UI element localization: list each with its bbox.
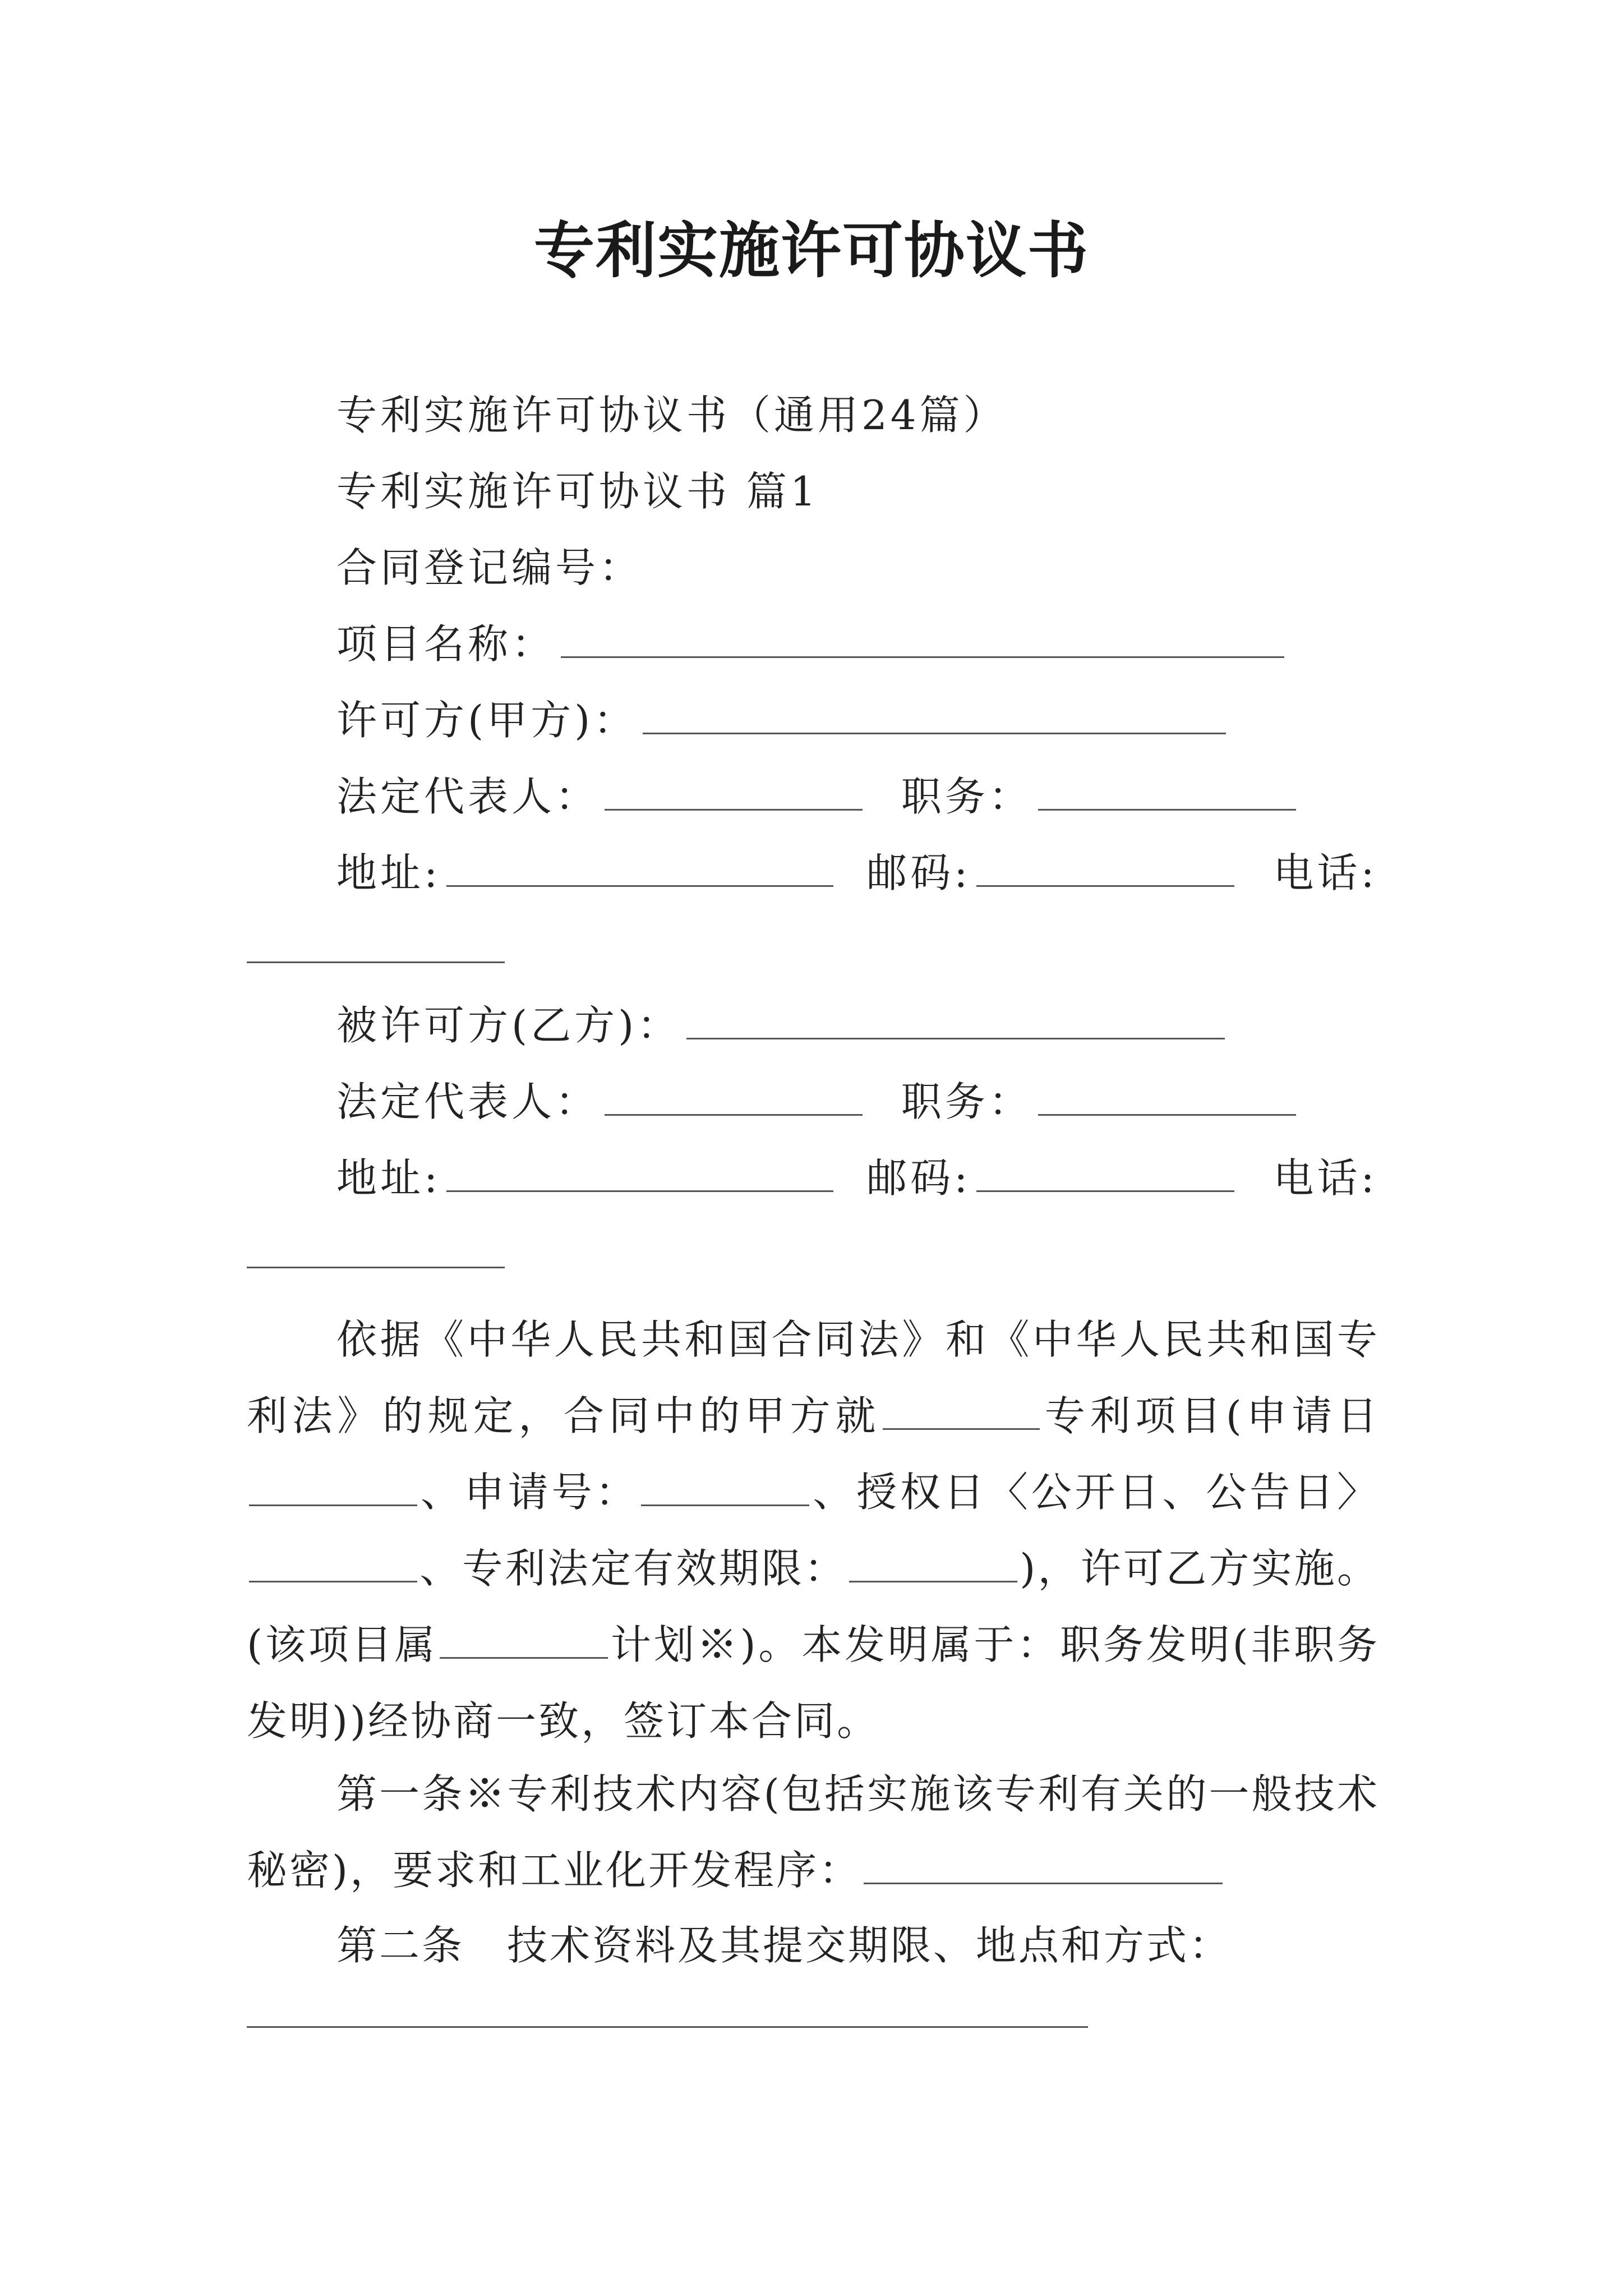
- article-2-field-row: [247, 1986, 1094, 2042]
- preamble-text-1: 依据《中华人民共和国合同法》和《中华人民共和国专利法》的规定，合同中的甲方就: [247, 1316, 1380, 1439]
- licensee-row: [336, 997, 1230, 1053]
- section-heading: 专利实施许可协议书 篇1: [336, 468, 819, 515]
- licensor-position-label: 职务：: [901, 773, 1032, 820]
- licensee-address-row: [336, 1150, 1378, 1206]
- document-title: 专利实施许可协议书: [533, 215, 1089, 286]
- licensee-phone-field[interactable]: [247, 1227, 505, 1268]
- licensor-address-row: [336, 845, 1378, 901]
- preamble-text-7: 计划※)。本发明属于：职务发明(非职务发明))经协商一致，签订本合同。: [247, 1621, 1380, 1745]
- licensee-position-label: 职务：: [901, 1078, 1032, 1125]
- preamble-paragraph: [247, 1301, 1380, 1759]
- licensor-rep-row: [336, 769, 1302, 825]
- application-number-field[interactable]: [641, 1469, 809, 1506]
- licensor-postcode-label: 邮码:: [866, 849, 971, 896]
- licensor-postcode-field[interactable]: [976, 846, 1234, 887]
- licensor-phone-field[interactable]: [247, 922, 505, 963]
- project-name-field[interactable]: [561, 617, 1284, 658]
- licensee-position-field[interactable]: [1038, 1075, 1296, 1116]
- licensor-phone-row: [247, 921, 510, 977]
- patent-project-field[interactable]: [883, 1392, 1040, 1430]
- licensor-rep-label: 法定代表人：: [336, 773, 600, 820]
- article-1: [247, 1756, 1380, 1908]
- preamble-text-5: 、专利法定有效期限：: [419, 1545, 847, 1592]
- licensee-rep-row: [336, 1074, 1302, 1130]
- grant-date-field[interactable]: [249, 1545, 417, 1582]
- licensee-rep-field[interactable]: [605, 1075, 863, 1116]
- project-name-row: [336, 616, 1290, 672]
- licensee-postcode-label: 邮码:: [866, 1154, 971, 1202]
- licensor-position-field[interactable]: [1038, 770, 1296, 811]
- licensee-address-field[interactable]: [446, 1151, 833, 1192]
- article-2-field[interactable]: [247, 1987, 1088, 2028]
- licensor-label: 许可方(甲方)：: [336, 697, 638, 744]
- licensor-field[interactable]: [643, 693, 1226, 734]
- contract-reg-no-label: 合同登记编号：: [336, 544, 643, 591]
- licensee-label: 被许可方(乙方)：: [336, 1002, 681, 1049]
- licensor-address-label: 地址:: [336, 849, 441, 896]
- article-2-text: 第二条 技术资料及其提交期限、地点和方式：: [336, 1922, 1232, 1969]
- licensee-phone-row: [247, 1226, 510, 1282]
- licensee-address-label: 地址:: [336, 1154, 441, 1202]
- preamble-text-6: )，许可乙方实施。(该项目属: [247, 1545, 1380, 1668]
- licensor-rep-field[interactable]: [605, 770, 863, 811]
- preamble-text-4: 、授权日〈公开日、公告日〉: [811, 1469, 1380, 1516]
- licensee-rep-label: 法定代表人：: [336, 1078, 600, 1125]
- application-date-field[interactable]: [249, 1469, 417, 1506]
- validity-period-field[interactable]: [849, 1545, 1017, 1582]
- plan-field[interactable]: [440, 1621, 608, 1659]
- licensor-row: [336, 692, 1232, 748]
- preamble-text-2: 专利项目(申请日: [1042, 1392, 1380, 1439]
- article-2: [247, 1907, 1380, 1984]
- preamble-text-3: 、申请号：: [419, 1469, 639, 1516]
- licensee-postcode-field[interactable]: [976, 1151, 1234, 1192]
- licensee-field[interactable]: [686, 999, 1225, 1039]
- document-subtitle: 专利实施许可协议书（通用24篇）: [336, 392, 1007, 439]
- article-1-text: 第一条※专利技术内容(包括实施该专利有关的一般技术秘密)，要求和工业化开发程序：: [247, 1770, 1380, 1894]
- article-1-field[interactable]: [864, 1847, 1223, 1884]
- licensor-address-field[interactable]: [446, 846, 833, 887]
- licensee-phone-label: 电话:: [1273, 1154, 1378, 1202]
- project-name-label: 项目名称：: [336, 620, 556, 668]
- licensor-phone-label: 电话:: [1273, 849, 1378, 896]
